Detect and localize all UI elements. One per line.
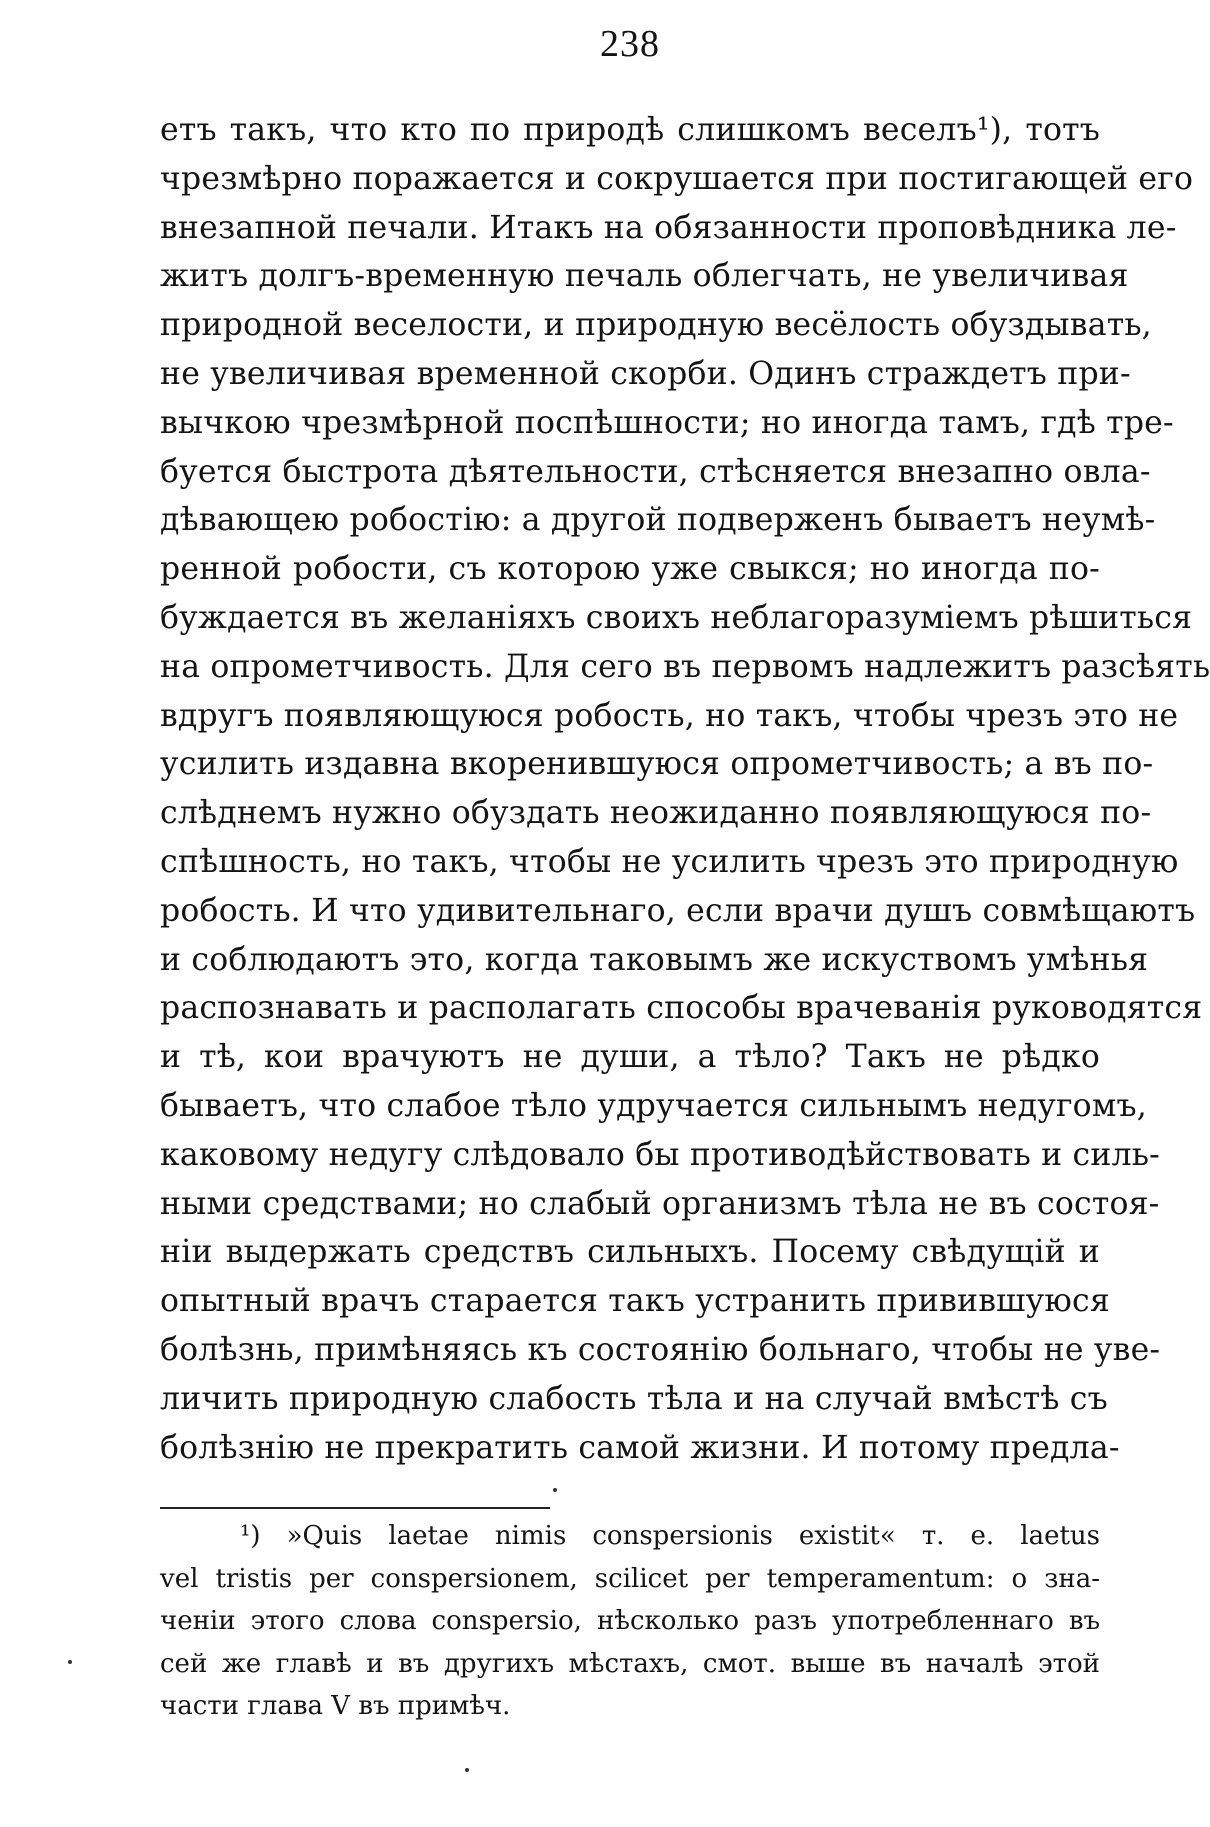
text-line: бываетъ, что слабое тѣло удручается сильнымъ недугомъ, xyxy=(160,1087,1147,1124)
text-line: житъ долгъ-временную печаль облегчать, не увеличивая xyxy=(160,258,1129,295)
footnote-line: vel tristis per conspersionem, scilicet per temperamentum: о зна- xyxy=(160,1563,1100,1594)
footnote-line: ченіи этого слова conspersio, нѣсколько разъ употребленнаго въ xyxy=(160,1606,1100,1636)
print-speck xyxy=(553,1488,557,1492)
page-number: 238 xyxy=(600,23,660,65)
text-line: спѣшность, но такъ, чтобы не усилить чрезъ это природную xyxy=(160,843,1179,880)
text-line: ніи выдержать средствъ сильныхъ. Посему свѣдущій и xyxy=(160,1234,1100,1271)
text-line: ренной робости, съ которою уже свыкся; но иногда по- xyxy=(160,551,1100,588)
footnotes xyxy=(160,1515,1100,1728)
text-line: вдругъ появляющуюся робость, но такъ, чтобы чрезъ это не xyxy=(160,697,1179,734)
print-speck xyxy=(68,1660,72,1664)
text-line: болѣзнь, примѣняясь къ состоянію больнаго, чтобы не уве- xyxy=(160,1331,1161,1368)
body-text xyxy=(160,106,1210,1472)
text-line: личить природную слабость тѣла и на случай вмѣстѣ съ xyxy=(160,1380,1108,1417)
text-line: слѣднемъ нужно обуздать неожиданно появляющуюся по- xyxy=(160,795,1152,832)
text-line: на опрометчивость. Для сего въ первомъ надлежитъ разсѣять xyxy=(160,648,1210,685)
text-line: дѣвающею робостію: а другой подверженъ бываетъ неумѣ- xyxy=(160,502,1156,539)
text-line: буждается въ желаніяхъ своихъ неблагоразуміемъ рѣшиться xyxy=(160,599,1193,636)
text-line: етъ такъ, что кто по природѣ слишкомъ веселъ¹), тотъ xyxy=(160,112,1100,148)
text-line: и тѣ, кои врачуютъ не души, а тѣло? Такъ не рѣдко xyxy=(160,1039,1100,1076)
text-line: усилить издавна вкоренившуюся опрометчивость; а въ по- xyxy=(160,746,1154,783)
footnote-line: части глава V въ примѣч. xyxy=(160,1691,511,1721)
text-line: и соблюдаютъ это, когда таковымъ же искуствомъ умѣнья xyxy=(160,941,1149,978)
text-line: буется быстрота дѣятельности, стѣсняется внезапно овла- xyxy=(160,453,1151,490)
footnote-line: ¹) »Quis laetae nimis conspersionis existit« т. е. laetus xyxy=(240,1521,1100,1551)
text-line: опытный врачъ старается такъ устранить привившуюся xyxy=(160,1283,1110,1320)
print-speck xyxy=(465,1768,469,1772)
footnote-line: сей же главѣ и въ другихъ мѣстахъ, смот. выше въ началѣ этой xyxy=(160,1648,1100,1679)
text-line: болѣзнію не прекратить самой жизни. И потому предла- xyxy=(160,1429,1120,1466)
text-line: природной веселости, и природную весёлость обуздывать, xyxy=(160,307,1152,344)
text-line: робость. И что удивительнаго, если врачи душъ совмѣщаютъ xyxy=(160,892,1196,929)
footnote-rule xyxy=(160,1507,550,1509)
text-line: вычкою чрезмѣрной поспѣшности; но иногда тамъ, гдѣ тре- xyxy=(160,404,1174,441)
text-line: чрезмѣрно поражается и сокрушается при постигающей его xyxy=(160,160,1194,197)
text-line: каковому недугу слѣдовало бы противодѣйствовать и силь- xyxy=(160,1136,1160,1173)
text-line: внезапной печали. Итакъ на обязанности проповѣдника ле- xyxy=(160,209,1177,246)
text-line: распознавать и располагать способы врачеванія руководятся xyxy=(160,990,1203,1027)
text-line: не увеличивая временной скорби. Одинъ страждетъ при- xyxy=(160,355,1131,392)
text-line: ными средствами; но слабый организмъ тѣла не въ состоя- xyxy=(160,1185,1160,1222)
